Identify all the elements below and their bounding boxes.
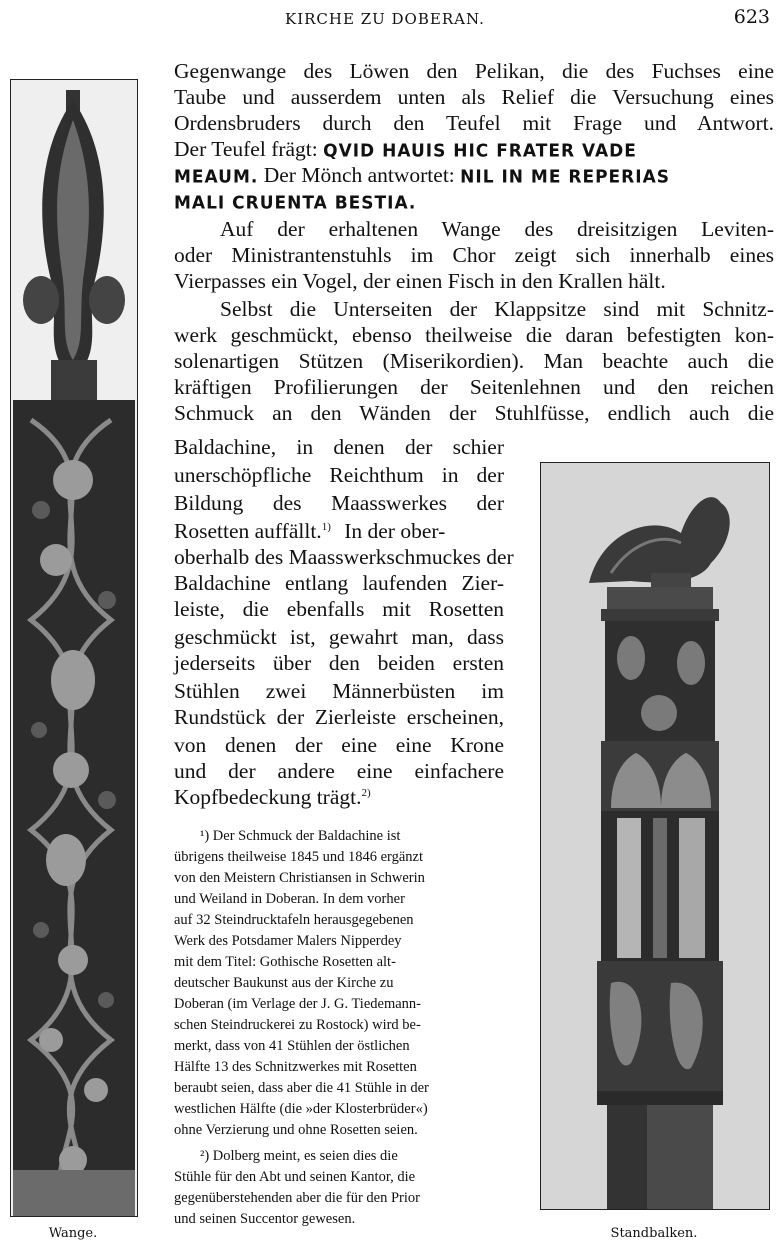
- oberhalb-text: oberhalb: [174, 545, 250, 569]
- gothic-inscription: NIL IN ME REPERIAS: [460, 166, 670, 188]
- footnote-marker-1[interactable]: 1): [321, 520, 331, 533]
- gothic-inscription: MALI CRUENTA BESTIA.: [174, 192, 417, 214]
- footnote-2-line: gegenüberstehenden aber die für den Prior: [174, 1190, 420, 1206]
- monk-prefix: Der Mönch antwortet:: [263, 163, 455, 187]
- body-line: leiste, die ebenfalls mit Rosetten: [174, 597, 504, 621]
- footnote-1-line: beraubt seien, dass aber die 41 Stühle in der: [174, 1080, 429, 1096]
- footnote-2-line: ²) Dolberg meint, es seien dies die: [200, 1148, 398, 1164]
- body-line: Stühlen zwei Männerbüsten im: [174, 679, 504, 703]
- page-number: 623: [733, 6, 770, 28]
- footnote-1-line: Werk des Potsdamer Malers Nipperdey: [174, 933, 402, 949]
- body-line: jederseits über den beiden ersten: [174, 651, 504, 675]
- body-line: Rundstück der Zierleiste erscheinen,: [174, 705, 504, 729]
- rosetten-text: Rosetten auffällt.: [174, 519, 322, 543]
- body-line: Baldachine, in denen der schier: [174, 435, 504, 459]
- body-line: Gegenwange des Löwen den Pelikan, die des Fuchses eine: [174, 59, 774, 83]
- body-line: solenartigen Stützen (Miserikordien). Man beachte auch die: [174, 349, 774, 373]
- maasswerk-text: des Maasswerkschmuckes der: [254, 545, 514, 569]
- footnote-marker-2[interactable]: 2): [361, 786, 371, 799]
- footnote-1-line: von den Meistern Christiansen in Schwerin: [174, 870, 425, 886]
- footnote-1-line: deutscher Baukunst aus der Kirche zu: [174, 975, 394, 991]
- devil-prefix: Der Teufel frägt:: [174, 137, 318, 161]
- standbalken-illustration: [540, 462, 770, 1210]
- gothic-inscription: QVID HAUIS HIC FRATER VADE: [323, 140, 637, 162]
- footnote-1-line: ohne Verzierung und ohne Rosetten seien.: [174, 1122, 418, 1138]
- body-line: werk geschmückt, ebenso theilweise die daran befestigten kon-: [174, 323, 774, 347]
- footnote-1-line: übrigens theilweise 1845 und 1846 ergänzt: [174, 849, 423, 865]
- footnote-2-line: und seinen Succentor gewesen.: [174, 1211, 356, 1227]
- footnote-1-line: auf 32 Steindrucktafeln herausgegebenen: [174, 912, 414, 928]
- standbalken-caption: Standbalken.: [610, 1226, 698, 1241]
- body-line: Baldachine entlang laufenden Zier-: [174, 571, 504, 595]
- body-line: [174, 544, 514, 570]
- body-line: [174, 784, 504, 810]
- devil-question-line: [174, 136, 774, 164]
- kopfbedeckung-text: Kopfbedeckung trägt.: [174, 785, 362, 809]
- body-line: oder Ministrantenstuhls im Chor zeigt sich innerhalb eines: [174, 243, 774, 267]
- footnote-1-line: ¹) Der Schmuck der Baldachine ist: [200, 828, 401, 844]
- body-line: Schmuck an den Wänden der Stuhlfüsse, endlich auch die: [174, 401, 774, 425]
- body-line: von denen der eine eine Krone: [174, 733, 504, 757]
- body-line: und der andere eine einfachere: [174, 759, 504, 783]
- body-line: Auf der erhaltenen Wange des dreisitzigen Leviten-: [220, 217, 774, 241]
- footnote-1-line: Hälfte 13 des Schnitzwerkes mit Rosetten: [174, 1059, 417, 1075]
- body-line: Ordensbruders durch den Teufel mit Frage und Antwort.: [174, 111, 774, 135]
- footnote-1-line: Doberan (im Verlage der J. G. Tiedemann-: [174, 996, 421, 1012]
- body-line: geschmückt ist, gewahrt man, dass: [174, 625, 504, 649]
- body-line: unerschöpfliche Reichthum in der: [174, 463, 504, 487]
- footnote-1-line: schen Steindruckerei zu Rostock) wird be-: [174, 1017, 421, 1033]
- gothic-line: [174, 188, 774, 216]
- after-footnote-text: In der ober-: [344, 519, 446, 543]
- footnote-1-line: mit dem Titel: Gothische Rosetten alt-: [174, 954, 396, 970]
- monk-line: [174, 162, 774, 190]
- page-header: [0, 6, 778, 36]
- wange-illustration: [10, 79, 138, 1217]
- footnote-1-line: und Weiland in Doberan. In dem vorher: [174, 891, 405, 907]
- body-line: Taube und ausserdem unten als Relief die Versuchung eines: [174, 85, 774, 109]
- body-line: Bildung des Maasswerkes der: [174, 491, 504, 515]
- footnote-1-line: merkt, dass von 41 Stühlen der östlichen: [174, 1038, 410, 1054]
- body-line: Vierpasses ein Vogel, der einen Fisch in den Krallen hält.: [174, 269, 666, 293]
- footnote-2-line: Stühle für den Abt und seinen Kantor, die: [174, 1169, 416, 1185]
- body-line: [174, 518, 504, 544]
- body-line: kräftigen Profilierungen der Seitenlehnen und den reichen: [174, 375, 774, 399]
- wange-caption: Wange.: [48, 1226, 98, 1241]
- footnote-1-line: westlichen Hälfte (die »der Klosterbrüder«): [174, 1101, 428, 1117]
- running-title: KIRCHE ZU DOBERAN.: [285, 10, 485, 28]
- body-line: Selbst die Unterseiten der Klappsitze sind mit Schnitz-: [220, 297, 774, 321]
- gothic-inscription: MEAUM.: [174, 166, 259, 188]
